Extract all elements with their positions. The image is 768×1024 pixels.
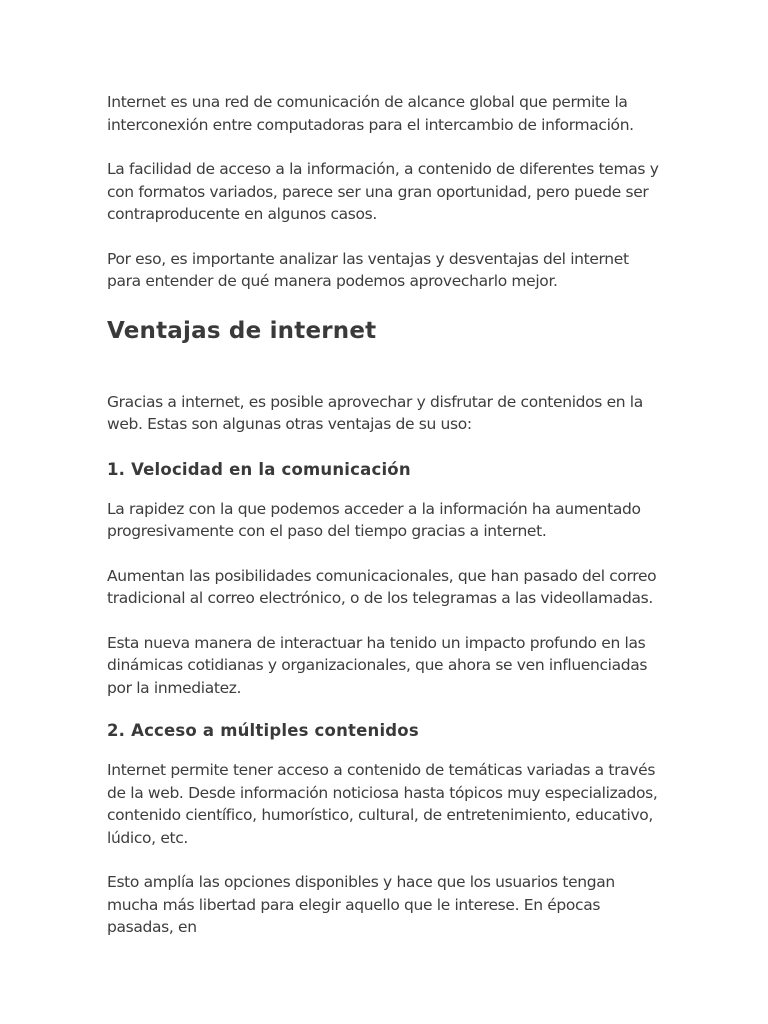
intro-paragraph-1: Internet es una red de comunicación de alcance global que permite la interconexión entre computadoras para el intercambio de información. <box>107 93 634 134</box>
section-2-paragraph-2: Esto amplía las opciones disponibles y hace que los usuarios tengan mucha más libertad para elegir aquello que le interese. En épocas pasadas, en <box>107 873 615 936</box>
section-1-paragraph-3: Esta nueva manera de interactuar ha tenido un impacto profundo en las dinámicas cotidianas y organizacionales, que ahora se ven influenciadas por la inmediatez. <box>107 633 648 697</box>
ventajas-heading: Ventajas de internet <box>107 317 377 344</box>
document-page <box>107 91 667 961</box>
ventajas-intro-paragraph: Gracias a internet, es posible aprovechar y disfrutar de contenidos en la web. Estas son algunas otras ventajas de su uso: <box>107 392 643 433</box>
intro-paragraph-3: Por eso, es importante analizar las ventajas y desventajas del internet para entender de qué manera podemos aprovecharlo mejor. <box>107 249 629 290</box>
section-2-paragraph-1: Internet permite tener acceso a contenido de temáticas variadas a través de la web. Desde información noticiosa hasta tópicos muy especializados, contenido científico, humorístico, cultural, de entretenimiento, educativo, lúdico, etc. <box>107 761 658 847</box>
section-2-heading: 2. Acceso a múltiples contenidos <box>107 721 419 740</box>
intro-paragraph-2: La facilidad de acceso a la información, a contenido de diferentes temas y con formatos variados, parece ser una gran oportunidad, pero puede ser contraproducente en algunos casos. <box>107 160 659 223</box>
section-1-paragraph-2: Aumentan las posibilidades comunicacionales, que han pasado del correo tradicional al correo electrónico, o de los telegramas a las videollamadas. <box>107 566 657 607</box>
section-1-heading: 1. Velocidad en la comunicación <box>107 459 411 479</box>
section-1-paragraph-1: La rapidez con la que podemos acceder a la información ha aumentado progresivamente con el paso del tiempo gracias a internet. <box>107 499 641 540</box>
